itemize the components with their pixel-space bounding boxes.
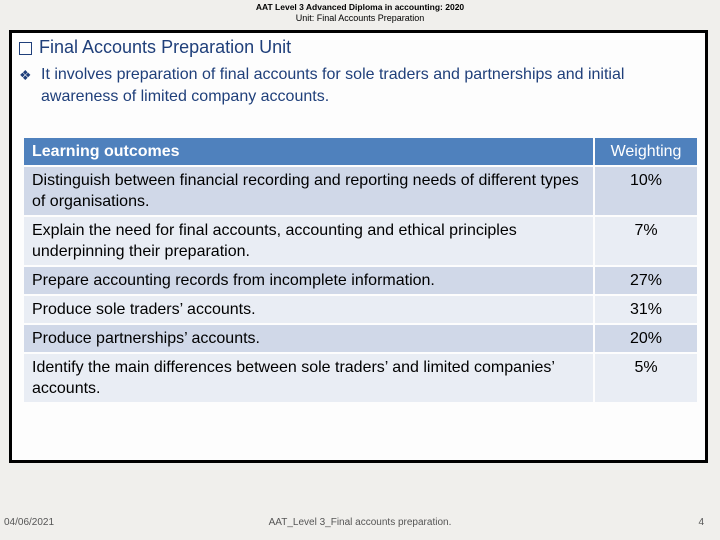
outcome-cell: Prepare accounting records from incomplete information. <box>24 267 593 294</box>
slide-title-row <box>19 37 291 58</box>
header-weighting: Weighting <box>595 138 697 165</box>
header-course-title: AAT Level 3 Advanced Diploma in accounting: 2020 <box>255 2 465 12</box>
table-row <box>24 296 697 323</box>
weighting-cell: 27% <box>595 267 697 294</box>
header-unit-title: Unit: Final Accounts Preparation <box>295 13 425 23</box>
outcome-cell: Produce sole traders’ accounts. <box>24 296 593 323</box>
footer-filename: AAT_Level 3_Final accounts preparation. <box>268 517 452 528</box>
slide-title: Final Accounts Preparation Unit <box>39 37 292 57</box>
outcome-cell: Distinguish between financial recording and reporting needs of different types of organisations. <box>24 167 593 215</box>
footer-date: 04/06/2021 <box>4 517 55 528</box>
weighting-cell: 7% <box>595 217 697 265</box>
slide-bullet <box>19 64 703 108</box>
outcome-cell: Explain the need for final accounts, accounting and ethical principles underpinning their preparation. <box>24 217 593 265</box>
slide-content-panel <box>9 30 708 463</box>
table-row <box>24 325 697 352</box>
weighting-cell: 5% <box>595 354 697 402</box>
square-bullet-icon <box>19 42 32 55</box>
footer-page-number: 4 <box>698 517 704 528</box>
learning-outcomes-table <box>24 138 697 404</box>
outcome-cell: Identify the main differences between sole traders’ and limited companies’ accounts. <box>24 354 593 402</box>
weighting-cell: 10% <box>595 167 697 215</box>
table-header-row <box>24 138 697 165</box>
table-row <box>24 167 697 215</box>
table-row <box>24 267 697 294</box>
weighting-cell: 31% <box>595 296 697 323</box>
table-row <box>24 217 697 265</box>
weighting-cell: 20% <box>595 325 697 352</box>
outcome-cell: Produce partnerships’ accounts. <box>24 325 593 352</box>
header-learning-outcomes: Learning outcomes <box>24 138 593 165</box>
table-row <box>24 354 697 402</box>
bullet-text: It involves preparation of final accounts for sole traders and partnerships and initial awareness of limited company accounts. <box>41 66 625 105</box>
diamond-bullet-icon: ❖ <box>19 67 32 83</box>
